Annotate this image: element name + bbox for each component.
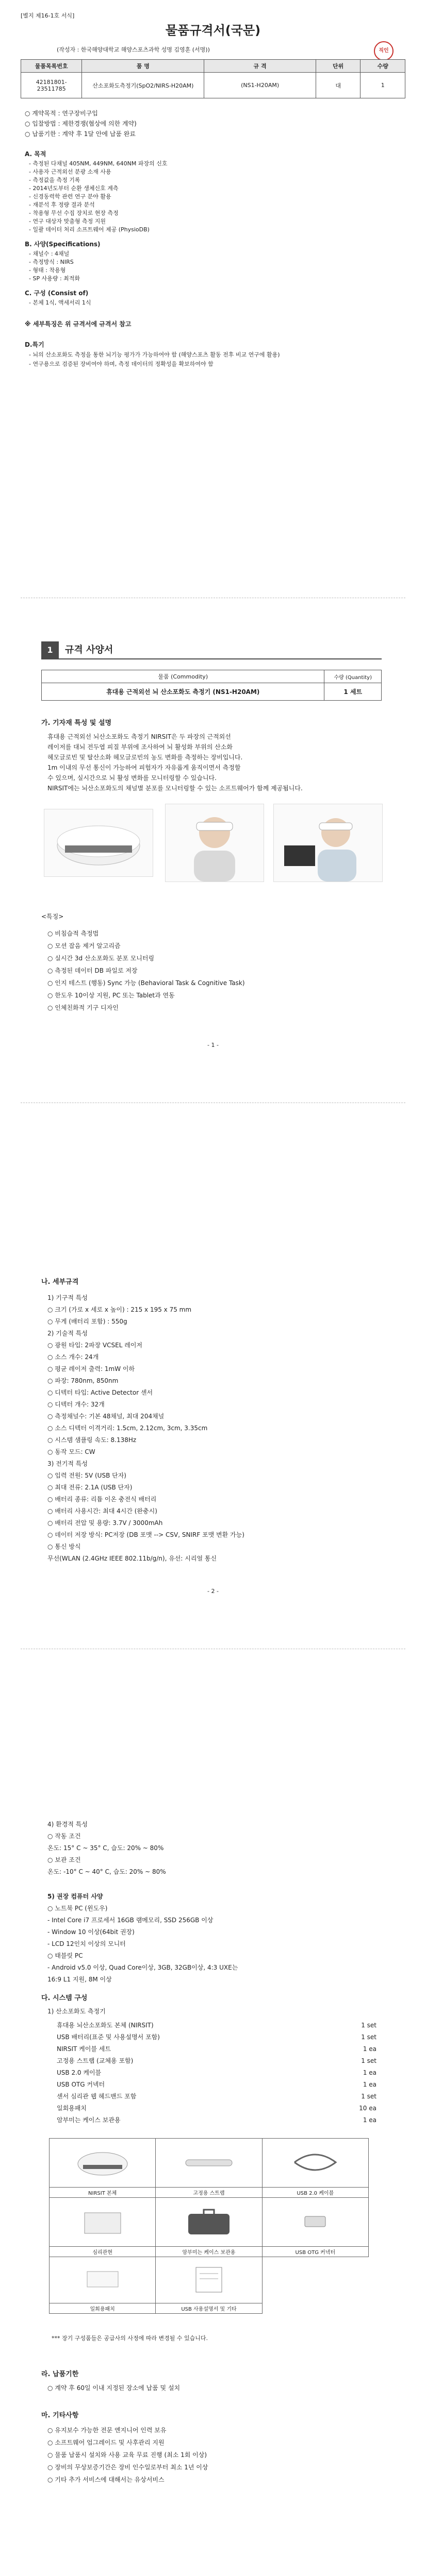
pc-item: - Android v5.0 이상, Quad Core이상, 3GB, 32GB이상, 4:3 UXE는 [47, 1964, 238, 1971]
other-heading: 마. 기타사항 [41, 2412, 79, 2419]
component-label: USB 사용설명서 및 기타 [156, 2303, 262, 2314]
system-item-name: 고정용 스트랩 (교체용 포함) [57, 2057, 134, 2064]
other-item: ○ 유지보수 가능한 전문 엔지니어 인력 보유 [47, 2427, 167, 2434]
system-item-row [57, 2067, 376, 2079]
td-item-name: 산소포화도측정기(SpO2/NIRS-H20AM) [82, 73, 204, 98]
spec-item: ○ 광원 타입: 2파장 VCSEL 레이저 [47, 1342, 143, 1349]
components-grid [49, 2138, 369, 2314]
config-line: - 본체 1식, 액세서리 1식 [29, 299, 91, 306]
system-item-qty: 1 set [361, 2033, 376, 2041]
component-label: USB OTG 커넥터 [262, 2247, 368, 2257]
spec-item: 무선(WLAN (2.4GHz IEEE 802.11b/g/n), 유선: 시리얼 통신 [47, 1555, 217, 1562]
other-item: ○ 물품 납품시 설치와 사용 교육 무료 진행 (최소 1회 이상) [47, 2451, 207, 2459]
connector-icon [284, 2204, 346, 2240]
feature-item: ○ 비침습적 측정법 [47, 930, 99, 937]
system-item-name: USB 배터리(표준 및 사용설명서 포함) [57, 2033, 160, 2041]
device-illustration [44, 809, 153, 876]
component-note: *** 장기 구성품들은 공급사의 사정에 따라 변경될 수 있습니다. [52, 2335, 208, 2342]
other-item: ○ 기타 추가 서비스에 대해서는 유상서비스 [47, 2476, 165, 2483]
pc-item: - LCD 12인치 이상의 모니터 [47, 1940, 126, 1947]
component-label: NIRSIT 본체 [50, 2188, 156, 2198]
td-commodity-name: 휴대용 근적외선 뇌 산소포화도 측정기 (NS1-H20AM) [42, 683, 324, 701]
spec-item: ○ 배터리 전압 및 용량: 3.7V / 3000mAh [47, 1519, 163, 1527]
contract-notes [25, 108, 137, 139]
patch-icon [72, 2261, 134, 2297]
commodity-table [41, 670, 382, 701]
system-item-name: USB OTG 커넥터 [57, 2081, 105, 2088]
spec-line: - SP 사용량 : 최적화 [29, 275, 80, 282]
desc-line: NIRSIT에는 뇌산소포화도의 채널별 분포를 모니터링할 수 있는 소프트웨어가 함께 제공됩니다. [47, 785, 303, 792]
component-label: 심리관현 [50, 2247, 156, 2257]
system-item-qty: 1 ea [363, 2081, 376, 2088]
component-image-cell [50, 2139, 156, 2188]
pc-item: ○ 태블릿 PC [47, 1952, 83, 1959]
item-table [21, 59, 405, 98]
th-spec: 규 격 [204, 60, 316, 73]
spec-item: ○ 최대 전류: 2.1A (USB 단자) [47, 1484, 133, 1491]
feature-item: ○ 인지 테스트 (행동) Sync 가능 (Behavioral Task & Cognitive Task) [47, 979, 245, 987]
form-number: [별지 제16-1호 서식] [21, 12, 75, 19]
env-item: ○ 작동 조건 [47, 1833, 81, 1840]
system-item-row [57, 2020, 376, 2031]
spec-line: - 형태 : 착용형 [29, 267, 66, 274]
spec-item: 3) 전기적 특성 [47, 1460, 88, 1467]
system-item-row [57, 2079, 376, 2091]
component-image-cell [156, 2257, 262, 2303]
box-icon [72, 2204, 134, 2240]
spec-item: ○ 크기 (가로 x 세로 x 높이) : 215 x 195 x 75 mm [47, 1306, 192, 1313]
system-item-name: 암부미는 케이스 보관용 [57, 2116, 121, 2124]
system-item-name: NIRSIT 케이블 세트 [57, 2045, 111, 2053]
spec-item: ○ 배터리 종류: 리튬 이온 충전식 배터리 [47, 1496, 157, 1503]
component-empty-cell [262, 2303, 368, 2314]
env-item: 4) 환경적 특성 [47, 1821, 88, 1828]
feature-item: ○ 모션 잡음 제거 알고리즘 [47, 942, 121, 950]
component-label: USB 2.0 케이블 [262, 2188, 368, 2198]
component-image-cell [50, 2257, 156, 2303]
spec-item: ○ 평균 레이저 출력: 1mW 이하 [47, 1365, 135, 1372]
desc-line: 헤모글로빈 및 탈산소화 헤모글로빈의 농도 변화를 측정하는 장비입니다. [47, 754, 243, 761]
desc-line: 1m 이내의 무선 통신이 가능하여 피험자가 자유롭게 움직이면서 측정할 [47, 764, 241, 771]
note-line: ○ 납품기한 : 계약 후 1달 안에 납품 완료 [25, 130, 136, 138]
system-item-name: 센서 심리관 웹 헤드밴드 포함 [57, 2093, 137, 2100]
product-image-wearer-2 [273, 804, 383, 882]
td-qty: 1 [361, 73, 405, 98]
component-label: 일회용패치 [50, 2303, 156, 2314]
section-underline [41, 658, 382, 659]
detail-spec-heading: 나. 세부규격 [41, 1278, 79, 1286]
td-commodity-qty: 1 세트 [324, 683, 382, 701]
system-item-qty: 1 ea [363, 2069, 376, 2076]
desc-paragraph [47, 732, 303, 793]
component-label: 고정용 스트랩 [156, 2188, 262, 2198]
system-item-row [57, 2091, 376, 2103]
system-item-row [57, 2055, 376, 2067]
purpose-line: - 연구 대상자 맞춤형 측정 지원 [29, 218, 106, 225]
env-spec-list [47, 1819, 166, 1878]
td-item-no: 42181801-23511785 [21, 73, 82, 98]
env-item: 온도: 15° C ~ 35° C, 습도: 20% ~ 80% [47, 1844, 164, 1852]
system-item-row [57, 2043, 376, 2055]
section-title: 규격 사양서 [65, 645, 113, 655]
person-illustration [166, 804, 264, 882]
warning-heading: ※ 세부특징은 위 규격서에 규격서 참고 [25, 320, 132, 328]
system-item-qty: 1 set [361, 2022, 376, 2029]
component-image-cell [50, 2198, 156, 2247]
system-item-qty: 10 ea [359, 2105, 376, 2112]
desc-heading: 가. 기자재 특성 및 설명 [41, 719, 112, 727]
pc-item: 5) 권장 컴퓨터 사양 [47, 1893, 103, 1900]
td-spec: (NS1-H20AM) [204, 73, 316, 98]
manual-icon [178, 2261, 240, 2297]
desc-line: 레이저를 대뇌 전두엽 피질 부위에 조사하여 뇌 활성화 부위의 산소화 [47, 743, 233, 751]
system-heading: 다. 시스템 구성 [41, 1994, 88, 2002]
purpose-line: - 착용형 무선 수집 장치로 현장 측정 [29, 210, 119, 216]
cable-icon [284, 2144, 346, 2180]
th-unit: 단위 [316, 60, 361, 73]
purpose-line: - 재분석 후 정량 결과 분석 [29, 201, 95, 208]
config-list [29, 299, 91, 307]
spec-item: ○ 동작 모드: CW [47, 1448, 95, 1455]
purpose-heading: A. 목적 [25, 150, 46, 158]
feature-item: ○ 실시간 3d 산소포화도 분포 모니터링 [47, 955, 155, 962]
detail-spec-list [47, 1292, 244, 1565]
spec-item: ○ 데이터 저장 방식: PC저장 (DB 포맷 --> CSV, SNIRF 포맷 변환 가능) [47, 1531, 244, 1538]
pc-item: - Intel Core i7 프로세서 16GB 램메모리, SSD 256GB 이상 [47, 1917, 214, 1924]
spec-item: ○ 배터리 사용시간: 최대 4시간 (완충시) [47, 1507, 157, 1515]
purpose-line: - 2014년도부터 순환 생체신호 계측 [29, 185, 119, 192]
th-item-no: 물품목록번호 [21, 60, 82, 73]
official-seal [374, 41, 394, 61]
spec-item: ○ 통신 방식 [47, 1543, 81, 1550]
person-illustration [274, 804, 382, 882]
purpose-line: - 측정된 다채널 405NM, 449NM, 640NM 파장의 신호 [29, 160, 168, 167]
system-item-qty: 1 ea [363, 2045, 376, 2053]
feature-item: ○ 한도우 10이상 지원, PC 또는 Tablet과 연동 [47, 992, 175, 999]
component-image-cell [262, 2139, 368, 2188]
spec-line: - 측정방식 : NIRS [29, 259, 74, 265]
spec-line: - 채널수 : 4채널 [29, 250, 70, 257]
desc-line: 휴대용 근적외선 뇌산소포화도 측정기 NIRSIT은 두 파장의 근적외선 [47, 733, 231, 740]
product-image-device [44, 809, 153, 877]
td-unit: 대 [316, 73, 361, 98]
section-number: 1 [41, 641, 59, 659]
component-image-cell [262, 2198, 368, 2247]
features-heading: <특징> [41, 913, 64, 920]
pc-item: - Window 10 이상(64bit 권장) [47, 1928, 135, 1936]
system-item-qty: 1 ea [363, 2116, 376, 2124]
system-item-row [57, 2114, 376, 2126]
case-icon [178, 2204, 240, 2240]
system-item-row [57, 2031, 376, 2043]
author-line: (작성자 : 한국해양대학교 해양스포츠과학 성명 김영훈 (서명)) [57, 46, 210, 53]
other-item: ○ 소프트웨어 업그레이드 및 사후관리 지원 [47, 2439, 165, 2446]
th-quantity: 수량 (Quantity) [324, 670, 382, 683]
pc-spec-list [47, 1891, 238, 1986]
section-header [41, 641, 382, 659]
feature-item: ○ 인체친화적 기구 디자인 [47, 1004, 119, 1011]
purpose-line: - 사용자 근적외선 분광 소재 사용 [29, 168, 111, 175]
spec-item: 1) 기구적 특성 [47, 1294, 88, 1301]
seal-text: 직인 [379, 48, 389, 54]
th-qty: 수량 [361, 60, 405, 73]
purpose-line: - 일괄 데이터 처리 소프트웨어 제공 (PhysioDB) [29, 226, 150, 233]
system-item-row [57, 2103, 376, 2114]
pc-item: 16:9 L1 지원, 8M 이상 [47, 1976, 112, 1983]
spec-item: ○ 소스 디텍터 이격거리: 1.5cm, 2.12cm, 3cm, 3.35cm [47, 1425, 208, 1432]
system-subheading: 1) 산소포화도 측정기 [47, 2008, 106, 2015]
spec-heading: B. 사양(Specifications) [25, 241, 101, 248]
spec-item: ○ 시스템 샘플링 속도: 8.138Hz [47, 1436, 137, 1444]
document-title: 물품규격서(국문) [165, 23, 261, 38]
feature-item: ○ 측정된 데이터 DB 파일로 저장 [47, 967, 138, 974]
page-number: - 2 - [207, 1588, 219, 1595]
component-image-cell [156, 2198, 262, 2247]
other-list [47, 2424, 208, 2486]
env-item: ○ 보관 조건 [47, 1856, 81, 1863]
delivery-text: ○ 계약 후 60일 이내 지정된 장소에 납품 및 설치 [47, 2384, 181, 2392]
spec-item: ○ 디텍터 타입: Active Detector 센서 [47, 1389, 153, 1396]
etc-heading: D.특기 [25, 341, 44, 348]
spec-item: ○ 파장: 780nm, 850nm [47, 1377, 119, 1384]
spec-item: ○ 소스 개수: 24개 [47, 1353, 99, 1361]
system-items [57, 2020, 376, 2126]
spec-item: ○ 입력 전원: 5V (USB 단자) [47, 1472, 126, 1479]
th-item-name: 품 명 [82, 60, 204, 73]
config-heading: C. 구성 (Consist of) [25, 290, 89, 297]
device-icon [72, 2144, 134, 2180]
th-commodity: 물품 (Commodity) [42, 670, 324, 683]
component-label: 암부미는 케이스 보관용 [156, 2247, 262, 2257]
features-list [47, 927, 245, 1014]
etc-line: - 뇌의 산소포화도 측정을 통한 뇌기능 평가가 가능하여야 함 (해양스포츠 활동 전후 비교 연구에 활용) [29, 351, 280, 358]
system-item-name: 일회용패치 [57, 2105, 87, 2112]
system-item-name: USB 2.0 케이블 [57, 2069, 102, 2076]
note-line: ○ 계약목적 : 연구장비구입 [25, 110, 98, 117]
system-item-qty: 1 set [361, 2093, 376, 2100]
component-image-cell [156, 2139, 262, 2188]
product-image-wearer-1 [165, 804, 264, 882]
page-number: - 1 - [207, 1042, 219, 1048]
purpose-line: - 신경동력학 관련 연구 분야 활용 [29, 193, 111, 200]
spec-item: ○ 디텍터 개수: 32개 [47, 1401, 105, 1408]
note-line: ○ 입찰방법 : 제한경쟁(협상에 의한 계약) [25, 120, 137, 127]
spec-list [29, 250, 80, 283]
desc-line: 수 있으며, 실시간으로 뇌 활성 변화를 모니터링할 수 있습니다. [47, 774, 217, 782]
delivery-heading: 라. 납품기한 [41, 2370, 79, 2378]
system-item-qty: 1 set [361, 2057, 376, 2064]
purpose-list [29, 160, 167, 234]
strap-icon [178, 2144, 240, 2180]
spec-item: ○ 무게 (배터리 포함) : 550g [47, 1318, 127, 1325]
env-item: 온도: -10° C ~ 40° C, 습도: 20% ~ 80% [47, 1868, 166, 1875]
purpose-line: - 측정값을 측정 기록 [29, 177, 80, 183]
spec-item: 2) 기술적 특성 [47, 1330, 88, 1337]
component-empty-cell [262, 2257, 368, 2303]
etc-list [29, 350, 280, 369]
spec-item: ○ 측정채널수: 기본 48채널, 최대 204채널 [47, 1413, 165, 1420]
system-item-name: 휴대용 뇌산소포화도 본체 (NIRSIT) [57, 2022, 154, 2029]
etc-line: - 연구용으로 검증된 장비여야 하며, 측정 데이터의 정확성을 확보하여야 함 [29, 361, 214, 367]
other-item: ○ 장비의 무상보증기간은 장비 인수일로부터 최소 1년 이상 [47, 2464, 208, 2471]
pc-item: ○ 노트북 PC (윈도우) [47, 1905, 108, 1912]
